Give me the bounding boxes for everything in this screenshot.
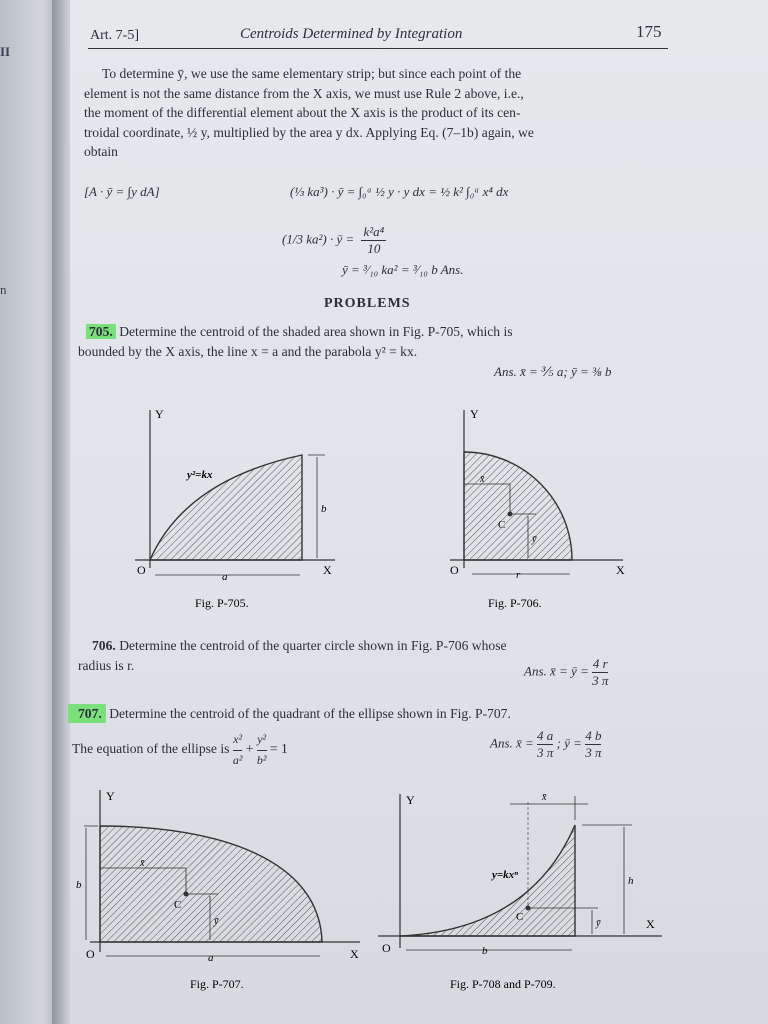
answer-y-denominator: 3 π <box>585 745 602 760</box>
xbar-label: x̄ <box>140 858 145 869</box>
figure-p705 <box>125 400 345 615</box>
y-axis-label: Y <box>470 407 479 421</box>
equation-2-denominator: 10 <box>367 241 381 256</box>
intro-line: element is not the same distance from the X axis, we must use Rule 2 above, i.e., <box>84 85 524 101</box>
origin-label: O <box>86 947 95 961</box>
figure-p708 <box>370 780 670 1000</box>
figure-caption: Fig. P-705. <box>195 596 249 610</box>
centroid-label: C <box>498 519 506 531</box>
y-axis-label: Y <box>155 407 164 421</box>
problem-707-line: Determine the centroid of the quadrant of the ellipse shown in Fig. P-707. <box>109 706 511 721</box>
figure-caption: Fig. P-706. <box>488 596 542 610</box>
shaded-ellipse-quadrant <box>100 826 322 942</box>
curve-label: y²=kx <box>187 469 213 481</box>
book-page <box>70 0 768 1024</box>
dimension-b-label: b <box>482 945 488 957</box>
intro-line: To determine ȳ, we use the same elementary strip; but since each point of the <box>102 66 522 81</box>
dimension-a-label: a <box>208 952 214 964</box>
facing-page-fragment: II <box>0 44 11 59</box>
problem-706-line: Determine the centroid of the quarter circle shown in Fig. P-706 whose <box>119 638 507 653</box>
problem-706-answer <box>524 656 608 689</box>
y-axis-label: Y <box>106 789 115 803</box>
intro-line: the moment of the differential element about the X axis is the product of its cen- <box>84 105 521 120</box>
problem-707-equation: The equation of the ellipse is $\frac{\text{x²}}{\text{a²}}$ + $\frac{\text{y²}}{\text{b²}}$ = 1 <box>72 730 288 770</box>
eq-rhs: = 1 <box>269 741 288 757</box>
problem-705-line: Determine the centroid of the shaded area shown in Fig. P-705, which is <box>119 324 513 339</box>
ybar-label: ȳ <box>532 534 537 545</box>
equation-2-numerator: k²a⁴ <box>363 224 385 239</box>
header-rule <box>88 48 668 49</box>
problem-707-line: The equation of the ellipse is <box>72 741 230 757</box>
problem-number-707: 707. <box>68 704 106 723</box>
ybar-label: ȳ <box>214 916 219 927</box>
article-label: Art. 7-5] <box>90 28 139 43</box>
answer-y-numerator: 4 b <box>585 728 602 743</box>
equation-reference: [A · ȳ = ∫y dA] <box>84 184 160 199</box>
x-axis-label: X <box>646 917 655 931</box>
dimension-b-label: b <box>76 879 82 891</box>
shaded-quarter-circle <box>464 452 572 560</box>
y-axis-label: Y <box>406 793 415 807</box>
x-axis-label: X <box>323 563 332 577</box>
dimension-b-label: b <box>321 503 327 515</box>
facing-page-fragment: n <box>0 282 7 297</box>
xbar-label: x̄ <box>542 792 547 803</box>
x-axis-label: X <box>350 947 359 961</box>
figure-caption: Fig. P-707. <box>190 977 244 991</box>
xbar-label: x̄ <box>480 474 485 485</box>
page-number: 175 <box>636 22 662 41</box>
answer-x-denominator: 3 π <box>537 745 554 760</box>
intro-paragraph <box>84 64 664 162</box>
equation-3: ȳ = ³⁄₁₀ ka² = ³⁄₁₀ b Ans. <box>342 262 464 277</box>
answer-numerator: 4 r <box>592 656 608 671</box>
running-title: Centroids Determined by Integration <box>240 26 463 42</box>
dimension-a-label: a <box>222 571 228 583</box>
centroid-label: C <box>516 911 524 923</box>
x-axis-label: X <box>616 563 625 577</box>
facing-page-edge <box>0 0 60 1024</box>
intro-line: troidal coordinate, ½ y, multiplied by the area y dx. Applying Eq. (7–1b) again, we <box>84 124 534 140</box>
equation-1: (⅓ ka³) · ȳ = ∫₀ᵃ ½ y · y dx = ½ k² ∫₀ᵃ x⁴ dx <box>290 184 509 199</box>
problems-heading: PROBLEMS <box>324 296 411 311</box>
centroid-label: C <box>174 899 182 911</box>
intro-line: obtain <box>84 144 118 159</box>
shaded-area-under-curve <box>400 825 575 936</box>
problem-number-705: 705. <box>86 324 116 339</box>
equation-2 <box>282 224 386 257</box>
eq-x-numerator: x² <box>233 730 243 751</box>
answer-lead: Ans. x̄ = <box>490 735 534 751</box>
problem-705-line: bounded by the X axis, the line x = a and the parabola y² = kx. <box>78 343 418 359</box>
figure-caption: Fig. P-708 and P-709. <box>450 977 556 991</box>
figure-p706 <box>438 400 638 615</box>
problem-705-answer: Ans. x̄ = ⅗ a; ȳ = ⅜ b <box>494 364 612 379</box>
dimension-h-label: h <box>628 875 634 887</box>
origin-label: O <box>137 563 146 577</box>
problem-707-answer <box>490 728 601 761</box>
origin-label: O <box>450 563 459 577</box>
problem-number-706: 706. <box>92 638 116 653</box>
eq-y-numerator: y² <box>257 730 267 751</box>
answer-x-numerator: 4 a <box>537 728 554 743</box>
origin-label: O <box>382 941 391 955</box>
equation-2-left: (1/3 ka²) · ȳ = <box>282 231 355 247</box>
problem-705 <box>78 322 664 361</box>
answer-denominator: 3 π <box>592 673 609 688</box>
problem-707 <box>68 704 664 724</box>
figure-p707 <box>70 780 370 1000</box>
eq-y-denominator: b² <box>256 752 267 767</box>
problem-706-line: radius is r. <box>78 657 135 673</box>
ybar-label: ȳ <box>596 918 601 929</box>
radius-label: r <box>516 569 521 581</box>
answer-lead: Ans. x̄ = ȳ = <box>524 663 589 679</box>
eq-x-denominator: a² <box>232 752 243 767</box>
curve-label: y=kxⁿ <box>492 869 518 881</box>
shaded-parabolic-area <box>150 455 302 560</box>
answer-separator: ; ȳ = <box>556 735 582 751</box>
